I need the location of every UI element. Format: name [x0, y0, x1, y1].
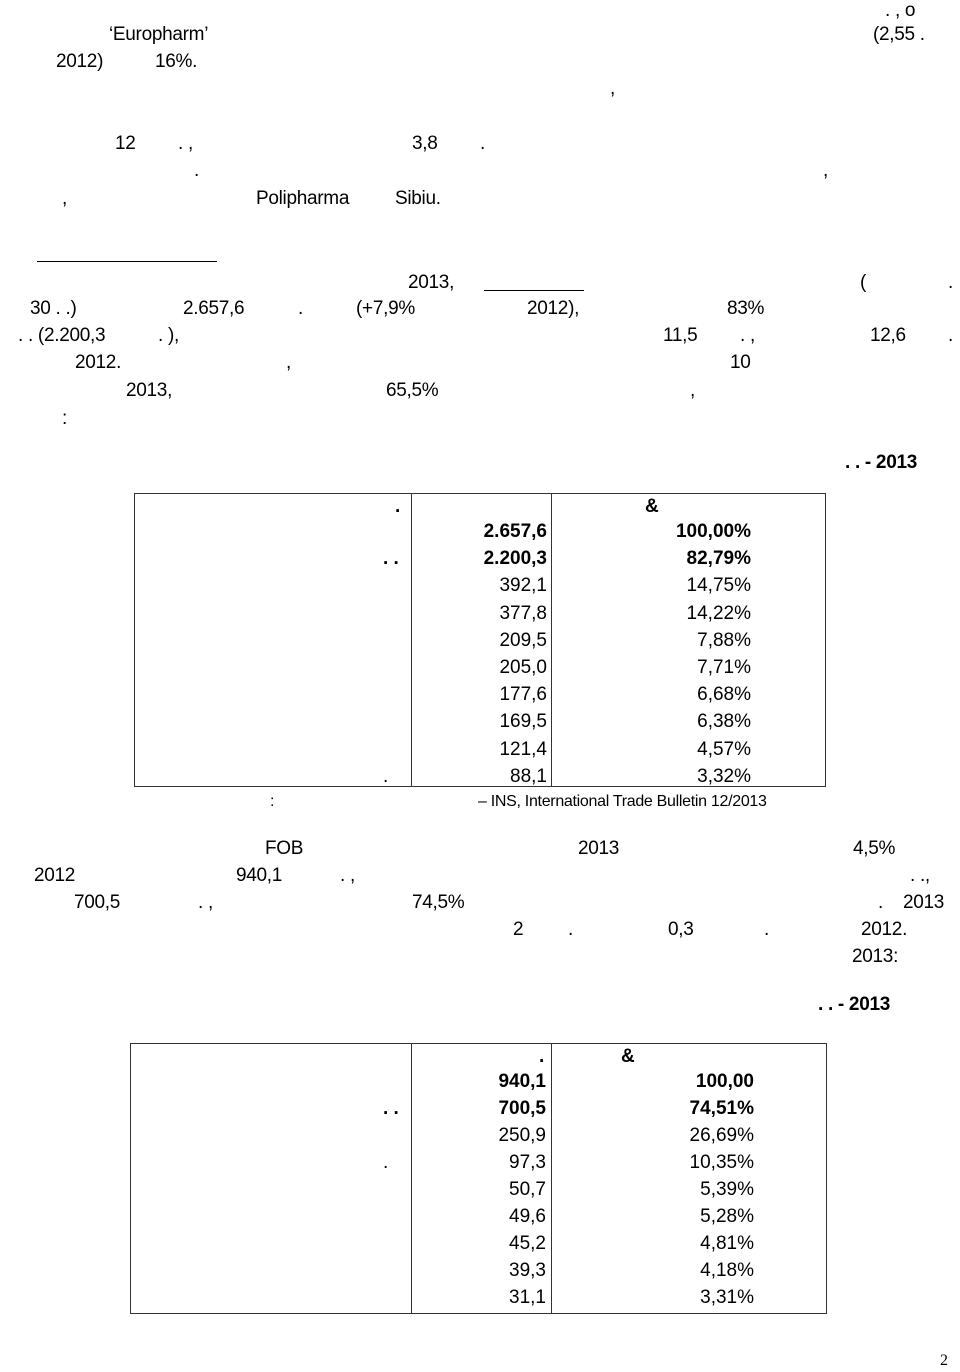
para3-l3f: . — [948, 325, 953, 346]
table2-caption: . . - 2013 — [818, 994, 890, 1015]
para2-l1a: 12 — [115, 133, 136, 154]
table2-row-value: 45,2 — [509, 1233, 546, 1254]
table1-row-pct: 14,22% — [686, 602, 751, 624]
table1-row-value: 88,1 — [510, 765, 547, 787]
para3-l5a: 2013, — [126, 380, 173, 401]
para4-l1a: FOB — [265, 838, 304, 859]
table2-row-pct: 3,31% — [700, 1287, 754, 1308]
para2-l2b: , — [823, 160, 828, 181]
table2-row-label: . . — [383, 1098, 399, 1119]
para3-l4c: 10 — [730, 352, 751, 373]
table1-row-value: 177,6 — [499, 684, 547, 706]
para4-l3a: 700,5 — [74, 892, 121, 913]
table1-row-value: 2.200,3 — [483, 548, 547, 570]
table1-row-label: . . — [383, 548, 399, 570]
table1-source: – INS, International Trade Bulletin 12/2013 — [478, 793, 767, 810]
table1-row-pct: 82,79% — [686, 548, 751, 570]
para4-l3b: . , — [198, 892, 213, 913]
page-number: 2 — [940, 1352, 948, 1369]
table2-row-pct: 5,39% — [700, 1179, 754, 1200]
para2-l3b: Polipharma — [256, 188, 350, 209]
table1-source-prefix: : — [270, 793, 275, 810]
table2-row-pct: 100,00 — [695, 1071, 754, 1092]
table1-row-value: 205,0 — [499, 657, 547, 678]
table2-row-pct: 26,69% — [689, 1125, 754, 1146]
para4-l3e: 2013 — [903, 892, 945, 913]
table2-row-label: . — [383, 1152, 389, 1173]
table1-header-pct: & — [645, 496, 659, 517]
table1-row-pct: 14,75% — [686, 575, 751, 597]
para3-l3d: . , — [740, 325, 755, 346]
para3-l2e: 2012), — [527, 298, 580, 319]
para4-l2b: 940,1 — [236, 865, 283, 886]
para3-l4a: 2012. — [75, 352, 122, 373]
para2-l3c: Sibiu. — [395, 188, 441, 209]
table2-row-value: 50,7 — [509, 1179, 546, 1200]
table2-col-divider-1 — [411, 1044, 412, 1313]
para3-l2a: 30 . .) — [30, 298, 77, 319]
para3-l4b: , — [286, 352, 291, 373]
para3-l3a: . . (2.200,3 — [18, 325, 106, 346]
table1-row-value: 392,1 — [499, 575, 547, 597]
para2-l1b: . , — [178, 133, 193, 154]
table2-row-pct: 10,35% — [689, 1152, 754, 1173]
table2-row-value: 700,5 — [498, 1098, 546, 1119]
table1-row-value: 377,8 — [499, 602, 547, 624]
table2-row-pct: 4,81% — [700, 1233, 754, 1254]
para4-l4d: . — [764, 919, 769, 940]
table1-col-divider-2 — [551, 494, 552, 786]
table2-header-pct: & — [621, 1046, 635, 1067]
table1-row-pct: 3,32% — [697, 765, 751, 787]
table2-row-pct: 4,18% — [700, 1260, 754, 1281]
table1-header-value: . — [395, 496, 406, 517]
table1-row-pct: 7,71% — [697, 657, 751, 678]
para4-l4e: 2012. — [861, 919, 908, 940]
para3-l3b: . ), — [158, 325, 179, 346]
para1-l1c: (2,55 . — [873, 24, 925, 45]
table2-row-value: 31,1 — [509, 1287, 546, 1308]
table1-row-pct: 6,68% — [697, 684, 751, 706]
table1 — [134, 493, 826, 787]
heading-underline — [37, 261, 217, 262]
para2-l3a: , — [62, 188, 67, 209]
table2 — [130, 1043, 827, 1314]
para4-l5: 2013: — [852, 946, 899, 967]
table1-row-value: 121,4 — [499, 738, 547, 760]
para3-l1a: 2013, — [408, 272, 455, 293]
para4-l1b: 2013 — [578, 838, 620, 859]
table1-row-value: 2.657,6 — [483, 521, 547, 542]
para1-l3: , — [610, 78, 615, 99]
para4-l4a: 2 — [513, 919, 524, 940]
para4-l4b: . — [568, 919, 573, 940]
para3-l1c: . — [948, 272, 953, 293]
table2-header-value: . — [539, 1046, 550, 1067]
table1-row-value: 169,5 — [499, 711, 547, 733]
para3-l2f: 83% — [727, 298, 765, 319]
table1-row-pct: 6,38% — [697, 711, 751, 733]
para3-l1b: ( — [860, 272, 867, 293]
table2-row-pct: 5,28% — [700, 1206, 754, 1227]
table2-row-value: 940,1 — [498, 1071, 546, 1092]
para4-l1c: 4,5% — [853, 838, 896, 859]
para1-l2b: 16%. — [155, 51, 198, 72]
para3-l3e: 12,6 — [870, 325, 906, 346]
table1-caption: . . - 2013 — [845, 452, 917, 473]
para4-l3c: 74,5% — [412, 892, 465, 913]
para3-l2d: (+7,9% — [356, 298, 415, 319]
para4-l3d: . — [878, 892, 883, 913]
para3-l5c: , — [690, 380, 695, 401]
table1-col-divider-1 — [411, 494, 412, 786]
para3-l3c: 11,5 — [663, 325, 698, 346]
para1-l1b: . , o — [885, 0, 916, 21]
para4-l4c: 0,3 — [668, 919, 694, 940]
table1-row-label: . — [383, 765, 389, 787]
para3-l6: : — [62, 408, 67, 429]
para2-l1d: . — [480, 133, 485, 154]
para3-l2c: . — [298, 298, 303, 319]
table1-row-value: 209,5 — [499, 629, 547, 651]
table2-row-value: 49,6 — [509, 1206, 546, 1227]
para1-l1a: ‘Europharm’ — [109, 24, 209, 45]
table2-row-value: 250,9 — [498, 1125, 546, 1146]
para3-l5b: 65,5% — [386, 380, 439, 401]
table2-row-value: 97,3 — [509, 1152, 546, 1173]
para1-l2a: 2012) — [56, 51, 104, 72]
para2-l1c: 3,8 — [412, 133, 438, 154]
para3-l2b: 2.657,6 — [183, 298, 245, 319]
table1-row-pct: 7,88% — [697, 629, 751, 651]
table1-row-pct: 100,00% — [675, 521, 751, 542]
para4-l2a: 2012 — [34, 865, 76, 886]
table2-row-value: 39,3 — [509, 1260, 546, 1281]
table2-row-pct: 74,51% — [689, 1098, 754, 1119]
blank-underline — [484, 290, 584, 291]
table1-row-pct: 4,57% — [697, 738, 751, 760]
para4-l2c: . , — [340, 865, 355, 886]
para4-l2d: . ., — [910, 865, 930, 886]
table2-col-divider-2 — [551, 1044, 552, 1313]
para2-l2a: . — [194, 160, 199, 181]
